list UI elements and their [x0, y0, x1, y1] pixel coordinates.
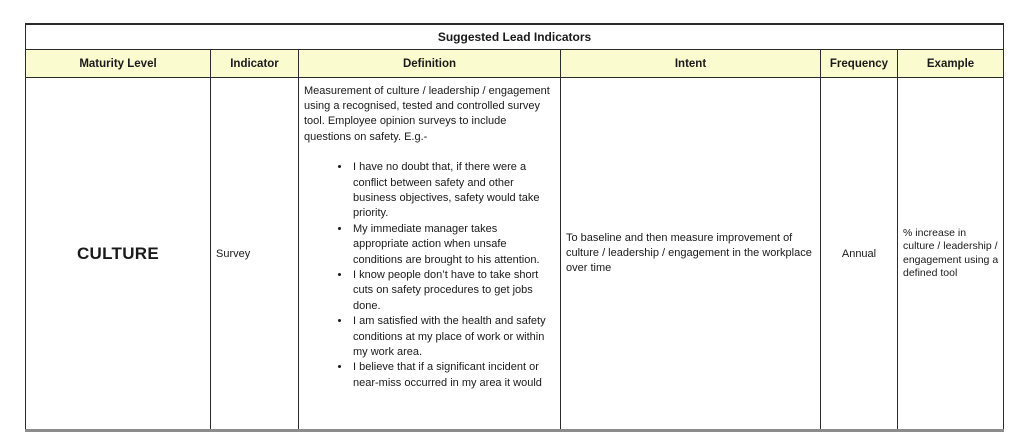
col-header-example: Example — [898, 50, 1004, 78]
table-title-row — [26, 24, 1004, 50]
col-header-frequency: Frequency — [821, 50, 898, 78]
example-cell: % increase in culture / leadership / engagement using a defined tool — [898, 78, 1004, 431]
definition-content — [299, 79, 560, 429]
lead-indicators-table — [25, 23, 1004, 432]
definition-bullet: • I know people don’t have to take short cuts on safety procedures to get jobs done. — [351, 268, 552, 314]
definition-bullet: • I have no doubt that, if there were a conflict between safety and other business objectives, safety would take priority. — [351, 160, 552, 222]
maturity-level-cell: CULTURE — [26, 78, 211, 431]
frequency-cell: Annual — [821, 78, 898, 431]
definition-cell — [299, 78, 561, 431]
definition-bullet-list — [304, 160, 552, 391]
definition-intro: Measurement of culture / leadership / engagement using a recognised, tested and controlled survey tool. Employee opinion surveys to include questions on safety. E.g.- — [304, 84, 550, 143]
definition-bullet: • My immediate manager takes appropriate action when unsafe conditions are brought to his attention. — [351, 222, 552, 268]
table-row-culture — [26, 78, 1004, 431]
col-header-maturity-level: Maturity Level — [26, 50, 211, 78]
indicator-cell: Survey — [211, 78, 299, 431]
table-header-row — [26, 50, 1004, 78]
col-header-indicator: Indicator — [211, 50, 299, 78]
intent-cell: To baseline and then measure improvement of culture / leadership / engagement in the workplace over time — [561, 78, 821, 431]
table-title: Suggested Lead Indicators — [26, 24, 1004, 50]
col-header-intent: Intent — [561, 50, 821, 78]
col-header-definition: Definition — [299, 50, 561, 78]
definition-bullet: • I believe that if a significant incident or near-miss occurred in my area it would — [351, 360, 552, 391]
definition-bullet: • I am satisfied with the health and safety conditions at my place of work or within my work area. — [351, 314, 552, 360]
